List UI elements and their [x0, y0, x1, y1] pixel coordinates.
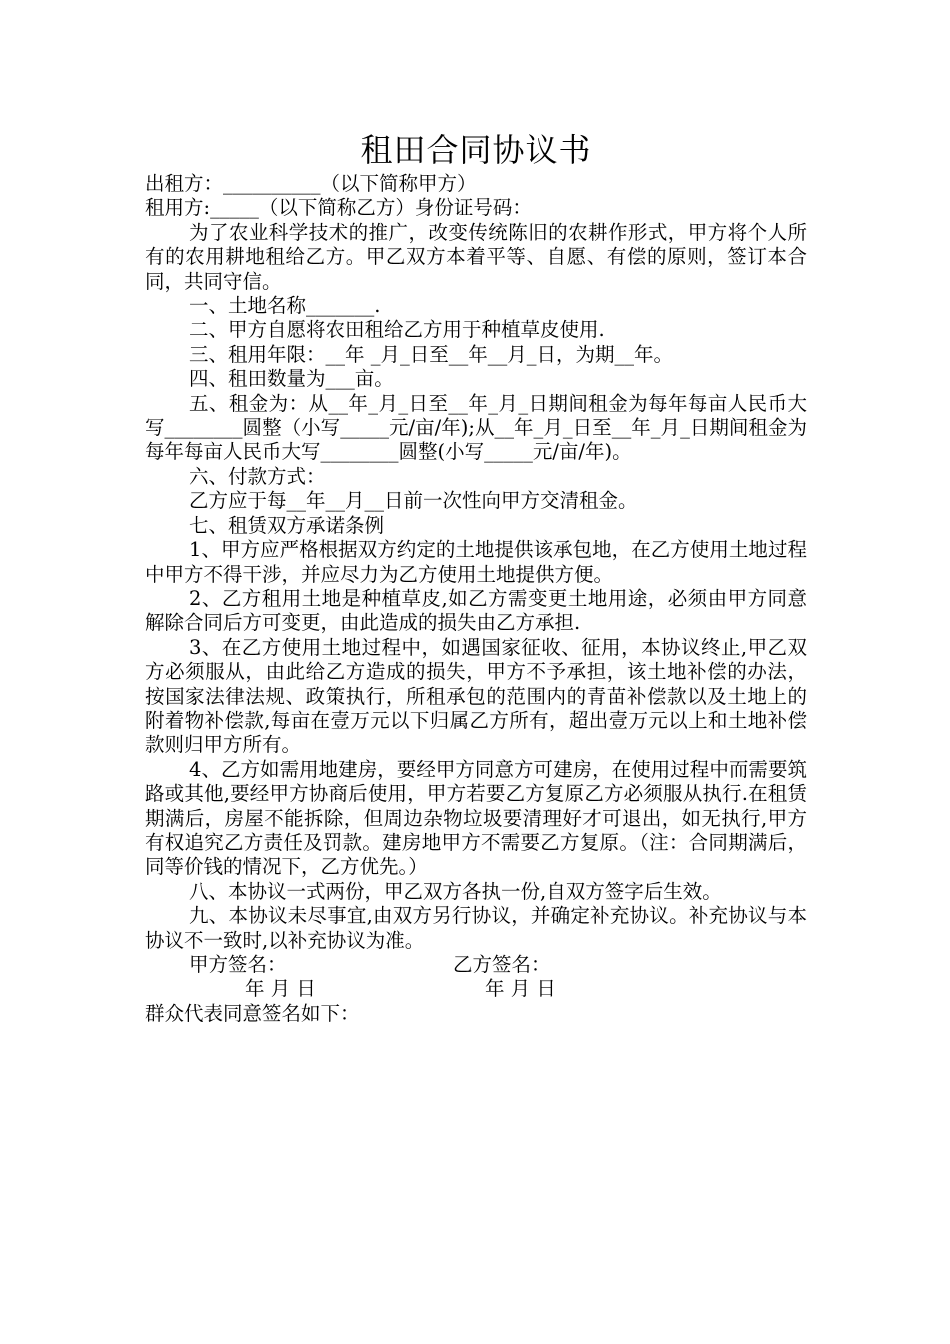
- clause-9: 九、本协议未尽事宜,由双方另行协议，并确定补充协议。补充协议与本协议不一致时,以补充协议为准。: [145, 904, 807, 952]
- party-b-signature-label: 乙方签名：: [453, 953, 551, 976]
- signature-row: [145, 953, 807, 977]
- clause-1: 一、土地名称_______.: [189, 294, 381, 318]
- intro-paragraph: 为了农业科学技术的推广，改变传统陈旧的农耕作形式，甲方将个人所有的农用耕地租给乙方。甲乙双方本着平等、自愿、有偿的原则，签订本合同，共同守信。: [145, 220, 807, 293]
- clause-6-detail: 乙方应于每__年__月__日前一次性向甲方交清租金。: [189, 489, 638, 513]
- public-representative-signature: 群众代表同意签名如下：: [145, 1001, 360, 1025]
- date-row: [145, 977, 807, 1001]
- clause-2: 二、甲方自愿将农田租给乙方用于种植草皮使用.: [189, 318, 605, 342]
- clause-3: 三、租用年限：__年 _月_日至__年__月_日，为期__年。: [189, 342, 673, 366]
- clause-7-item-1: 1、甲方应严格根据双方约定的土地提供该承包地，在乙方使用土地过程中甲方不得干涉，并应尽力为乙方使用土地提供方便。: [145, 538, 807, 586]
- clause-7-item-4: 4、乙方如需用地建房，要经甲方同意方可建房，在使用过程中而需要筑路或其他,要经甲方协商后使用，甲方若要乙方复原乙方必须服从执行.在租赁期满后，房屋不能拆除，但周边杂物垃圾要清理好才可退出，如无执行,甲方有权追究乙方责任及罚款。建房地甲方不需要乙方复原。（注：合同期满后，同等价钱的情况下，乙方优先。）: [145, 757, 807, 879]
- lessor-line: 出租方：__________（以下简称甲方）: [145, 172, 477, 195]
- clause-7: 七、租赁双方承诺条例: [189, 513, 385, 537]
- clause-4: 四、租田数量为___亩。: [189, 367, 394, 391]
- party-b-date: 年 月 日: [485, 977, 556, 1001]
- clause-8: 八、本协议一式两份，甲乙双方各执一份,自双方签字后生效。: [189, 879, 722, 903]
- contract-page: [145, 128, 807, 1026]
- clause-6: 六、付款方式：: [189, 464, 326, 488]
- clause-7-item-2: 2、乙方租用土地是种植草皮,如乙方需变更土地用途，必须由甲方同意解除合同后方可变更，由此造成的损失由乙方承担.: [145, 586, 807, 635]
- clause-7-item-3: 3、在乙方使用土地过程中，如遇国家征收、征用，本协议终止,甲乙双方必须服从，由此给乙方造成的损失，甲方不予承担，该土地补偿的办法，按国家法律法规、政策执行，所租承包的范围内的青苗补偿款以及土地上的附着物补偿款,每亩在壹万元以下归属乙方所有，超出壹万元以上和土地补偿款则归甲方所有。: [145, 635, 807, 757]
- party-a-signature-label: 甲方签名：: [189, 953, 287, 976]
- lessee-line: 租用方:_____（以下简称乙方）身份证号码：: [145, 196, 532, 220]
- clause-5: 五、租金为：从__年_月_日至__年_月_日期间租金为每年每亩人民币大写________圆整（小写_____元/亩/年);从__年_月_日至__年_月_日期间租金为每年每亩人民币大写________圆整(小写_____元/亩/年)。: [145, 391, 807, 464]
- document-title: 租田合同协议书: [360, 131, 592, 169]
- party-a-date: 年 月 日: [245, 977, 316, 1001]
